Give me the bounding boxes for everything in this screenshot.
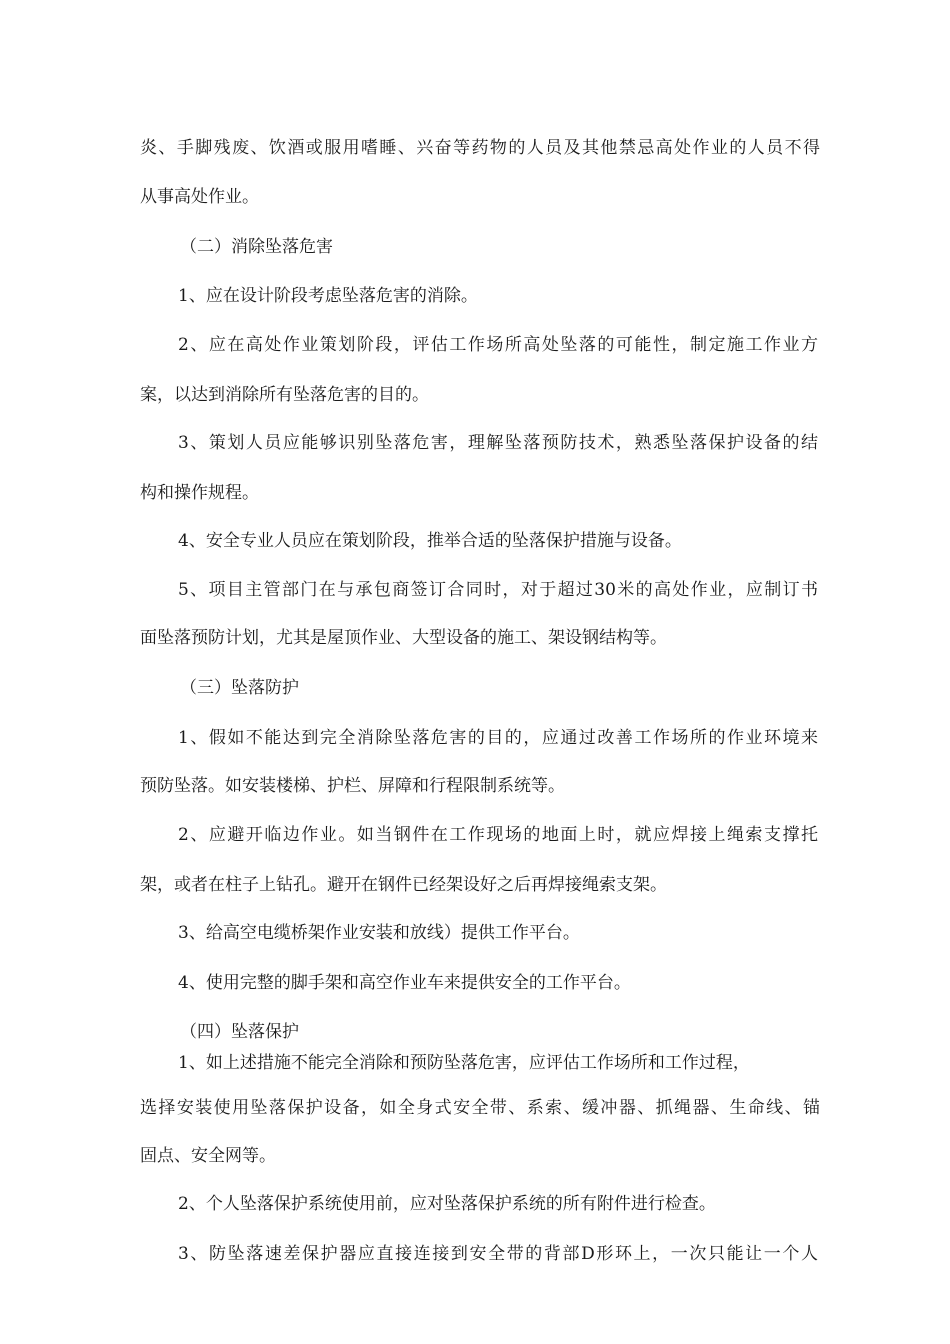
paragraph-line: 4、安全专业人员应在策划阶段，推举合适的坠落保护措施与设备。 (178, 531, 682, 551)
paragraph-line: 5、项目主管部门在与承包商签订合同时，对于超过30米的高处作业，应制订书 (178, 580, 818, 600)
paragraph-line: 预防坠落。如安装楼梯、护栏、屏障和行程限制系统等。 (140, 776, 565, 796)
paragraph-line: 构和操作规程。 (140, 483, 259, 503)
paragraph-line: 案，以达到消除所有坠落危害的目的。 (140, 385, 429, 405)
paragraph-line: 1、应在设计阶段考虑坠落危害的消除。 (178, 286, 478, 306)
paragraph-line: 2、个人坠落保护系统使用前，应对坠落保护系统的所有附件进行检查。 (178, 1194, 716, 1214)
paragraph-line: 4、使用完整的脚手架和高空作业车来提供安全的工作平台。 (178, 973, 631, 993)
paragraph-line: 2、应在高处作业策划阶段，评估工作场所高处坠落的可能性，制定施工作业方 (178, 335, 818, 355)
paragraph-line: 架，或者在柱子上钻孔。避开在钢件已经架设好之后再焊接绳索支架。 (140, 875, 667, 895)
paragraph-line: 固点、安全网等。 (140, 1146, 276, 1166)
paragraph-line: 3、防坠落速差保护器应直接连接到安全带的背部D形环上，一次只能让一个人 (178, 1244, 818, 1264)
paragraph-line: 炎、手脚残废、饮酒或服用嗜睡、兴奋等药物的人员及其他禁忌高处作业的人员不得 (140, 138, 820, 158)
paragraph-line: 面坠落预防计划，尤其是屋顶作业、大型设备的施工、架设钢结构等。 (140, 628, 667, 648)
paragraph-line: 1、如上述措施不能完全消除和预防坠落危害，应评估工作场所和工作过程， (178, 1053, 750, 1073)
paragraph-line: 2、应避开临边作业。如当钢件在工作现场的地面上时，就应焊接上绳索支撑托 (178, 825, 818, 845)
paragraph-line: 1、假如不能达到完全消除坠落危害的目的，应通过改善工作场所的作业环境来 (178, 728, 818, 748)
paragraph-line: 3、给高空电缆桥架作业安装和放线）提供工作平台。 (178, 923, 580, 943)
section-heading: （二）消除坠落危害 (180, 237, 333, 257)
paragraph-line: 选择安装使用坠落保护设备，如全身式安全带、系索、缓冲器、抓绳器、生命线、锚 (140, 1098, 820, 1118)
section-heading: （三）坠落防护 (180, 678, 299, 698)
section-heading: （四）坠落保护 (180, 1022, 299, 1042)
paragraph-line: 3、策划人员应能够识别坠落危害，理解坠落预防技术，熟悉坠落保护设备的结 (178, 433, 818, 453)
paragraph-line: 从事高处作业。 (140, 187, 259, 207)
